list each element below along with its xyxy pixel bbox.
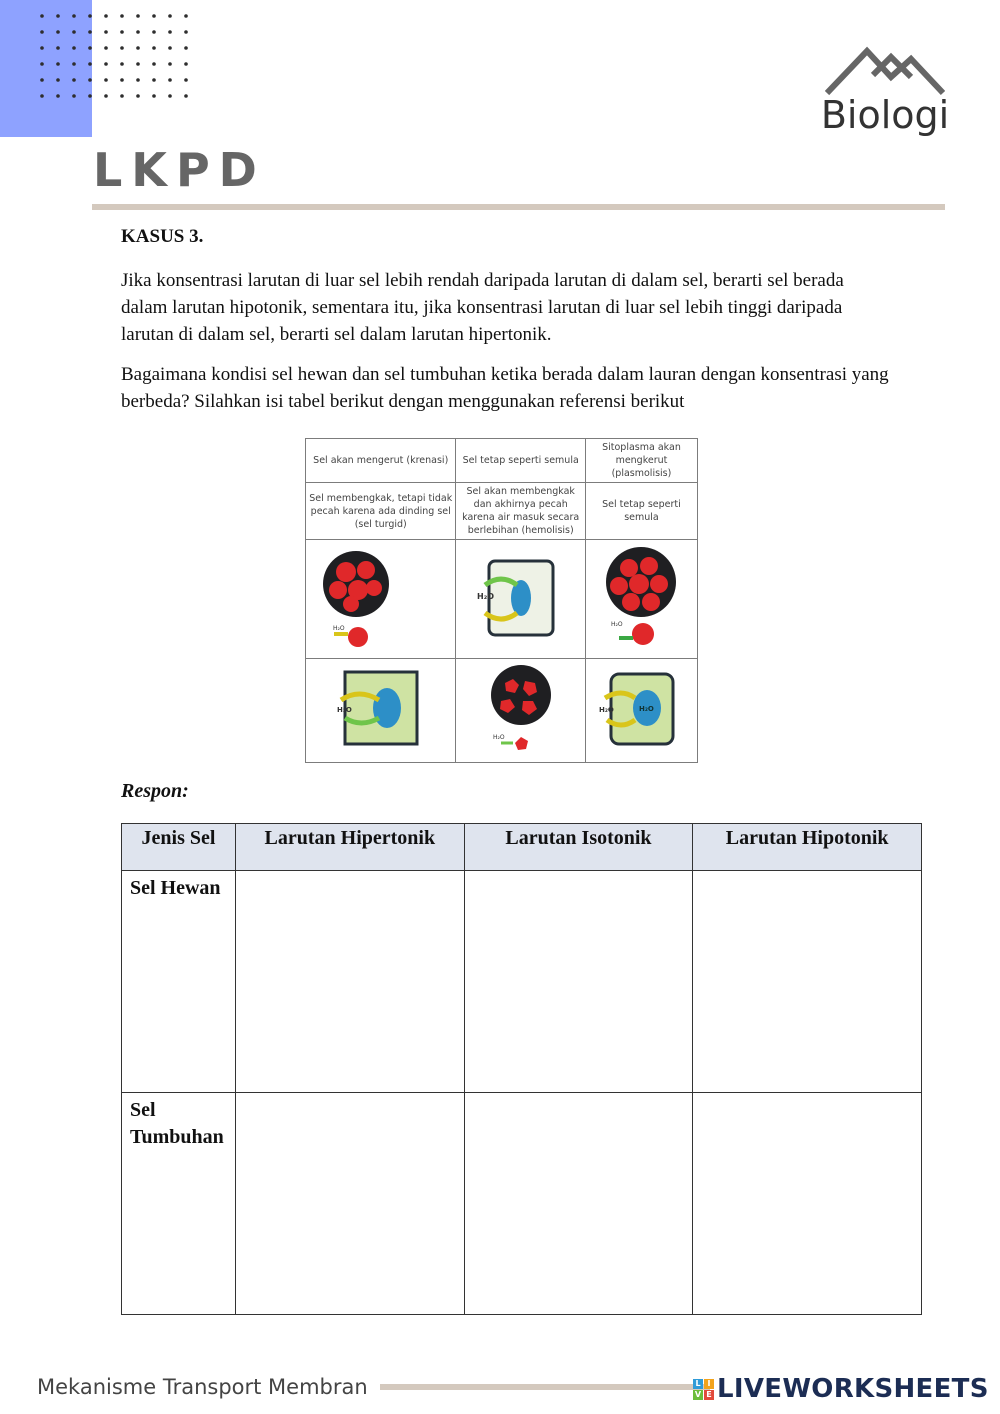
decor-dot — [88, 62, 92, 66]
decor-dot — [168, 62, 172, 66]
decor-dot — [136, 30, 140, 34]
brand-logo — [820, 45, 950, 137]
decor-dot — [88, 14, 92, 18]
water-label: H₂O — [476, 591, 494, 601]
decor-dot — [56, 30, 60, 34]
decor-dot — [168, 78, 172, 82]
decor-dot — [40, 14, 44, 18]
ref-cell: Sel tetap seperti semula — [456, 439, 585, 483]
decor-dot — [136, 14, 140, 18]
decor-dot — [104, 62, 108, 66]
ref-image-cell — [306, 659, 456, 763]
decor-dot — [56, 94, 60, 98]
response-label: Respon: — [121, 780, 189, 802]
water-label: H₂O — [611, 621, 624, 628]
decor-dot — [184, 94, 188, 98]
ref-cell: Sel membengkak, tetapi tidak pecah karena ada dinding sel (sel turgid) — [306, 483, 456, 540]
ref-image-cell — [585, 659, 697, 763]
decor-dot — [152, 78, 156, 82]
decor-dot — [152, 94, 156, 98]
decor-dot — [72, 62, 76, 66]
decor-dot — [72, 30, 76, 34]
decor-dot — [184, 30, 188, 34]
decor-dot — [184, 46, 188, 50]
decor-dot — [104, 46, 108, 50]
column-header: Larutan Hipotonik — [693, 824, 922, 871]
page-title: LKPD — [93, 143, 266, 197]
decor-dot — [120, 78, 124, 82]
ref-image-cell — [456, 540, 585, 659]
decor-dot — [56, 14, 60, 18]
decor-dot — [184, 14, 188, 18]
column-header: Larutan Isotonik — [464, 824, 693, 871]
decor-dot — [120, 30, 124, 34]
decor-dot — [136, 46, 140, 50]
decor-dot — [120, 14, 124, 18]
decor-dot — [104, 30, 108, 34]
decor-dot — [40, 46, 44, 50]
decor-dot — [72, 14, 76, 18]
plasmolysis-plant-cell-image — [471, 555, 571, 640]
decor-dot — [72, 46, 76, 50]
decor-dot — [104, 78, 108, 82]
decor-dot — [56, 78, 60, 82]
shrunken-blood-cells-image — [316, 542, 446, 652]
brand-name: Biologi — [820, 93, 950, 137]
decor-dot — [120, 62, 124, 66]
reference-table — [305, 438, 698, 763]
row-label-plant-cell: Sel Tumbuhan — [122, 1093, 236, 1315]
turgid-plant-cell-image — [331, 666, 431, 751]
ref-image-cell — [585, 540, 697, 659]
column-header: Larutan Hipertonik — [235, 824, 464, 871]
answer-cell[interactable] — [235, 871, 464, 1093]
decor-dot — [136, 94, 140, 98]
ref-image-cell — [456, 659, 585, 763]
answer-cell[interactable] — [235, 1093, 464, 1315]
decor-dot — [40, 30, 44, 34]
decor-dot — [56, 62, 60, 66]
decor-dot — [152, 46, 156, 50]
column-header: Jenis Sel — [122, 824, 236, 871]
decor-dot — [168, 30, 172, 34]
table-row — [122, 1093, 922, 1315]
ref-cell: Sel akan membengkak dan akhirnya pecah karena air masuk secara berlebihan (hemolisis) — [456, 483, 585, 540]
response-table — [121, 823, 922, 1315]
dot-grid-decoration — [36, 10, 196, 100]
decor-dot — [136, 62, 140, 66]
decor-dot — [168, 46, 172, 50]
ref-cell: Sel akan mengerut (krenasi) — [306, 439, 456, 483]
decor-dot — [104, 94, 108, 98]
decor-dot — [152, 62, 156, 66]
liveworksheets-icon: L I V E — [693, 1379, 714, 1400]
decor-dot — [120, 46, 124, 50]
decor-dot — [120, 94, 124, 98]
liveworksheets-logo[interactable] — [693, 1374, 989, 1404]
decor-dot — [168, 14, 172, 18]
case-paragraph-2: Bagaimana kondisi sel hewan dan sel tumbuhan ketika berada dalam lauran dengan konsentrasi yang berbeda? Silahkan isi tabel berikut dengan menggunakan referensi berikut — [121, 364, 889, 412]
decor-dot — [152, 14, 156, 18]
decor-dot — [88, 30, 92, 34]
decor-dot — [88, 78, 92, 82]
hemolysis-blood-cells-image — [471, 661, 571, 756]
decor-dot — [184, 62, 188, 66]
decor-dot — [72, 78, 76, 82]
decor-dot — [152, 30, 156, 34]
case-paragraph-1: Jika konsentrasi larutan di luar sel lebih rendah daripada larutan di dalam sel, berarti sel berada dalam larutan hipotonik, sementara itu, jika konsentrasi larutan di luar sel lebih tinggi daripada larutan di dalam sel, berarti sel dalam larutan hipertonik. — [121, 270, 844, 345]
decor-dot — [40, 94, 44, 98]
ref-image-cell — [306, 540, 456, 659]
answer-cell[interactable] — [693, 871, 922, 1093]
row-label-animal-cell: Sel Hewan — [122, 871, 236, 1093]
water-label: H₂O — [336, 706, 352, 714]
water-label: H₂O — [639, 705, 655, 713]
table-row — [122, 871, 922, 1093]
decor-dot — [168, 94, 172, 98]
answer-cell[interactable] — [693, 1093, 922, 1315]
decor-dot — [40, 78, 44, 82]
decor-dot — [56, 46, 60, 50]
ref-cell: Sitoplasma akan mengkerut (plasmolisis) — [585, 439, 697, 483]
decor-dot — [136, 78, 140, 82]
decor-dot — [88, 94, 92, 98]
case-title: KASUS 3. — [121, 226, 204, 247]
decor-dot — [184, 78, 188, 82]
normal-blood-cells-image — [591, 542, 691, 652]
liveworksheets-wordmark: LIVEWORKSHEETS — [717, 1374, 989, 1404]
header-divider — [92, 204, 945, 210]
answer-cell[interactable] — [464, 871, 693, 1093]
water-label: H₂O — [492, 734, 505, 741]
decor-dot — [72, 94, 76, 98]
decor-dot — [88, 46, 92, 50]
normal-plant-cell-image — [591, 666, 691, 751]
decor-dot — [40, 62, 44, 66]
case-content — [121, 226, 891, 428]
footer-divider — [380, 1384, 710, 1390]
ref-cell: Sel tetap seperti semula — [585, 483, 697, 540]
water-label: H₂O — [332, 625, 345, 632]
mountain-icon — [825, 45, 945, 97]
water-label: H₂O — [599, 706, 615, 714]
footer-topic: Mekanisme Transport Membran — [37, 1375, 368, 1399]
decor-dot — [104, 14, 108, 18]
answer-cell[interactable] — [464, 1093, 693, 1315]
